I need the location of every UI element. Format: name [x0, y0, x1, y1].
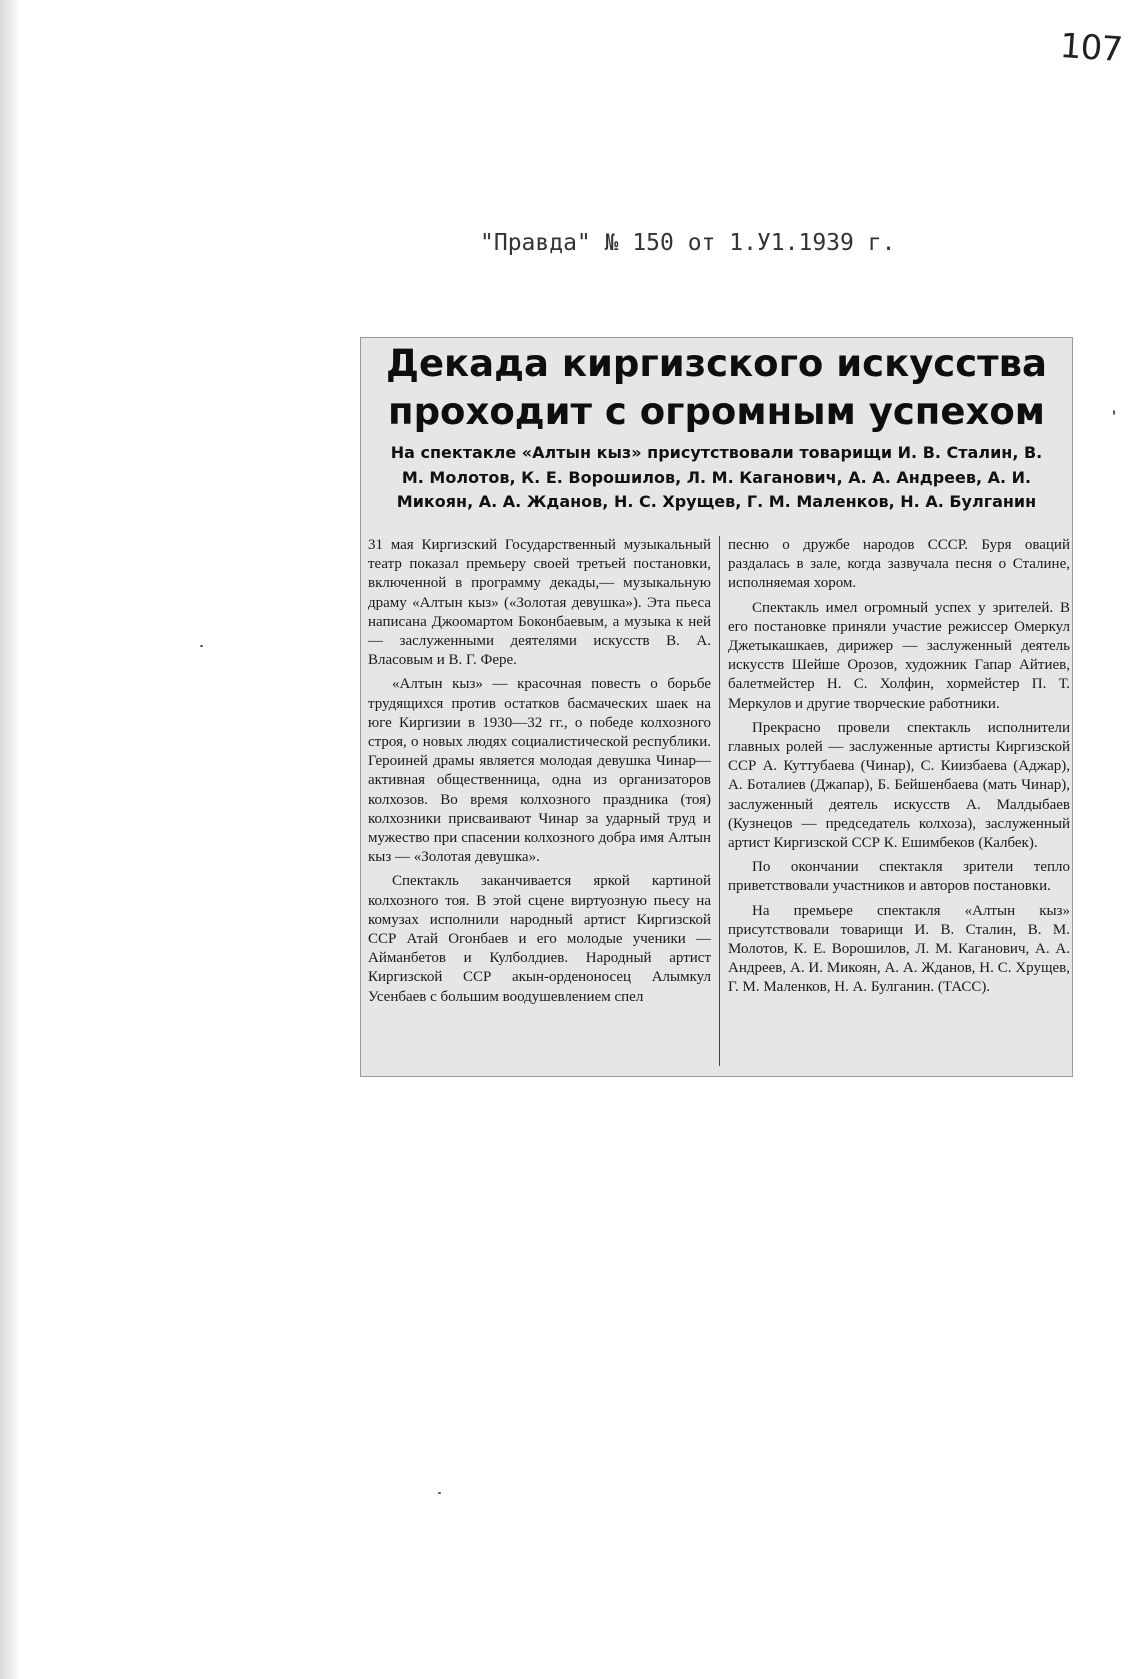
source-citation: "Правда" № 150 от 1.У1.1939 г. [480, 230, 896, 256]
headline-line-1: Декада киргизского искусства [385, 342, 1047, 385]
article-subhead: На спектакле «Алтын кыз» присутствовали товарищи И. В. Сталин, В. М. Молотов, К. Е. Ворошилов, Л. М. Каганович, А. А. Андреев, А. И. Микоян, А. А. Жданов, Н. С. Хрущев, Г. М. Маленков, Н. А. Булганин [390, 443, 1043, 512]
right-paragraph: На премьере спектакля «Алтын кыз» присутствовали товарищи И. В. Сталин, В. М. Молотов, К. Е. Ворошилов, Л. М. Каганович, А. А. Андреев, А. И. Микоян, А. А. Жданов, Н. С. Хрущев, Г. М. Маленков, Н. А. Булганин. (ТАСС). [728, 902, 1070, 996]
paper-speck [200, 645, 203, 647]
page-edge-shadow [0, 0, 20, 1679]
left-paragraph: «Алтын кыз» — красочная повесть о борьбе трудящихся против остатков басмаческих шаек на юге Киргизии в 1930—32 гг., о победе колхозного строя, о новых людях социалистической республики. Героиней драмы является молодая девушка Чинар—активная общественница, одна из организаторов колхозов. Во время колхозного праздника (тоя) колхозники присваивают Чинар за ударный труд и мужество при спасении колхозного добра имя Алтын кыз — «Золотая девушка». [368, 676, 711, 866]
right-paragraph: песню о дружбе народов СССР. Буря оваций раздалась в зале, когда зазвучала песня о Сталине, исполняемая хором. [728, 537, 1070, 592]
paper-speck [438, 1492, 441, 1494]
column-divider [719, 536, 720, 1066]
newspaper-clipping [360, 337, 1073, 1077]
article-column-left [368, 536, 711, 1012]
right-paragraph: Спектакль имел огромный успех у зрителей. В его постановке приняли участие режиссер Омеркул Джетыкашкаев, дирижер — заслуженный деятель искусств Шейше Орозов, художник Гапар Айтиев, балетмейстер Н. С. Холфин, хормейстер П. Т. Меркулов и другие творческие работники. [728, 599, 1070, 712]
left-paragraph: Спектакль заканчивается яркой картиной колхозного тоя. В этой сцене виртуозную пьесу на комузах исполнили народный артист Киргизской ССР Атай Огонбаев и его молодые ученики — Айманбетов и Кулболдиев. Народный артист Киргизской ССР акын-орденоносец Алымкул Усенбаев с большим воодушевлением спел [368, 873, 711, 1005]
handwritten-page-number: 107 [1058, 25, 1124, 71]
article-headline [360, 337, 1073, 436]
right-paragraph: Прекрасно провели спектакль исполнители главных ролей — заслуженные артисты Киргизской ССР А. Куттубаева (Чинар), С. Киизбаева (Аджар), А. Боталиев (Джапар), Б. Бейшенбаева (мать Чинар), заслуженный деятель искусств А. Малдыбаев (Кузнецов — председатель колхоза), заслуженный артист Киргизской ССР К. Ешимбеков (Калбек). [728, 719, 1070, 852]
right-paragraph: По окончании спектакля зрители тепло приветствовали участников и авторов постановки. [728, 859, 1070, 895]
article-column-right [728, 536, 1070, 1003]
paper-speck [1113, 410, 1115, 415]
headline-line-2: проходит с огромным успехом [388, 390, 1045, 433]
left-paragraph: 31 мая Киргизский Государственный музыкальный театр показал премьеру своей третьей постановки, включенной в программу декады,— музыкальную драму «Алтын кыз» («Золотая девушка»). Эта пьеса написана Джоомартом Боконбаевым, а музыка к ней — заслуженными деятелями искусств В. А. Власовым и В. Г. Фере. [368, 537, 711, 669]
